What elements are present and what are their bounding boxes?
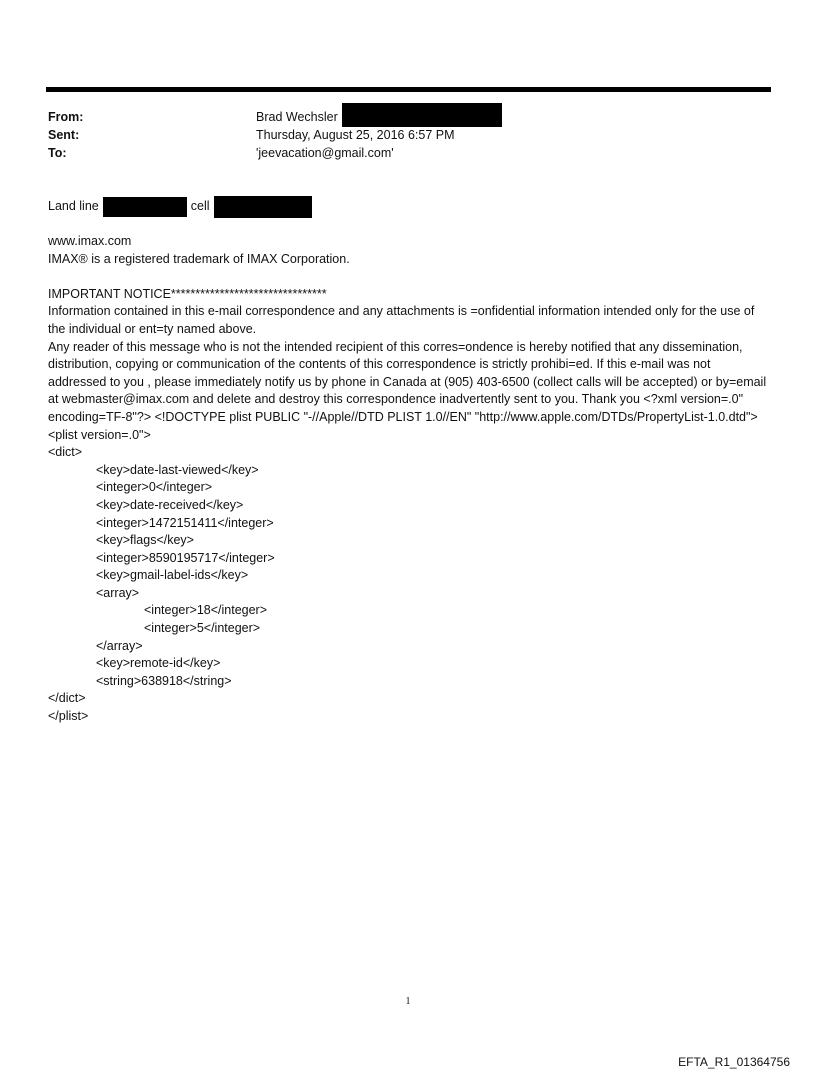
plist-line: <key>gmail-label-ids</key> [96,568,249,583]
plist-line: <dict> [48,445,83,460]
land-line-label: Land line [48,199,99,214]
to-value: 'jeevacation@gmail.com' [256,146,394,160]
plist-line: <integer>0</integer> [96,480,213,495]
cell-label: cell [190,199,210,214]
from-label: From: [48,110,84,124]
sent-row [48,126,748,144]
email-header [48,108,748,162]
plist-line: <integer>8590195717</integer> [96,550,275,565]
plist-line: <key>remote-id</key> [96,656,221,671]
trademark-text: IMAX® is a registered trademark of IMAX Corporation. [48,251,350,266]
redaction-box [342,103,502,127]
plist-line: </array> [96,638,143,653]
to-label: To: [48,146,67,160]
redaction-box [103,197,187,217]
header-rule [46,87,771,92]
plist-line: <key>date-last-viewed</key> [96,462,259,477]
plist-line: <string>638918</string> [96,673,232,688]
plist-line: </plist> [48,709,89,724]
plist-line: <plist version=.0"> [48,427,151,442]
sent-label: Sent: [48,128,80,142]
sent-value: Thursday, August 25, 2016 6:57 PM [256,128,455,142]
plist-line: <key>flags</key> [96,533,194,548]
from-value: Brad Wechsler [256,110,338,124]
notice-heading: IMPORTANT NOTICE******************************** [48,286,327,301]
plist-line: </dict> [48,691,86,706]
website-link[interactable]: www.imax.com [48,234,132,248]
plist-line: <integer>5</integer> [144,621,261,636]
contact-line [48,196,768,218]
notice-paragraph-1: Information contained in this e-mail correspondence and any attachments is =onfidential information intended only for the use of the individual or ent=ty named above. [48,304,755,336]
from-row [48,108,748,126]
plist-line: <integer>1472151411</integer> [96,515,274,530]
plist-line: <key>date-received</key> [96,497,244,512]
plist-line: <integer>18</integer> [144,603,268,618]
plist-line: <array> [96,585,140,600]
redaction-box [214,196,312,218]
page-number: 1 [405,996,411,1007]
document-id: EFTA_R1_01364756 [678,1055,790,1069]
email-body [48,233,768,726]
to-row [48,144,748,162]
notice-paragraph-2: Any reader of this message who is not the intended recipient of this corres=ondence is hereby notified that any dissemination, distribution, copying or communication of the contents of this correspondence is strictly prohibi=ed. If this e-mail was not addressed to you , please immediately notify us by phone in Canada at (905) 403-6500 (collect calls will be accepted) or by=email at webmaster@imax.com and delete and destroy this correspondence inadvertently sent to you. Thank you <?xml version=.0" encoding=TF-8"?> <!DOCTYPE plist PUBLIC "-//Apple//DTD PLIST 1.0//EN" "http://www.apple.com/DTDs/PropertyList-1.0.dtd"> [48,339,767,424]
